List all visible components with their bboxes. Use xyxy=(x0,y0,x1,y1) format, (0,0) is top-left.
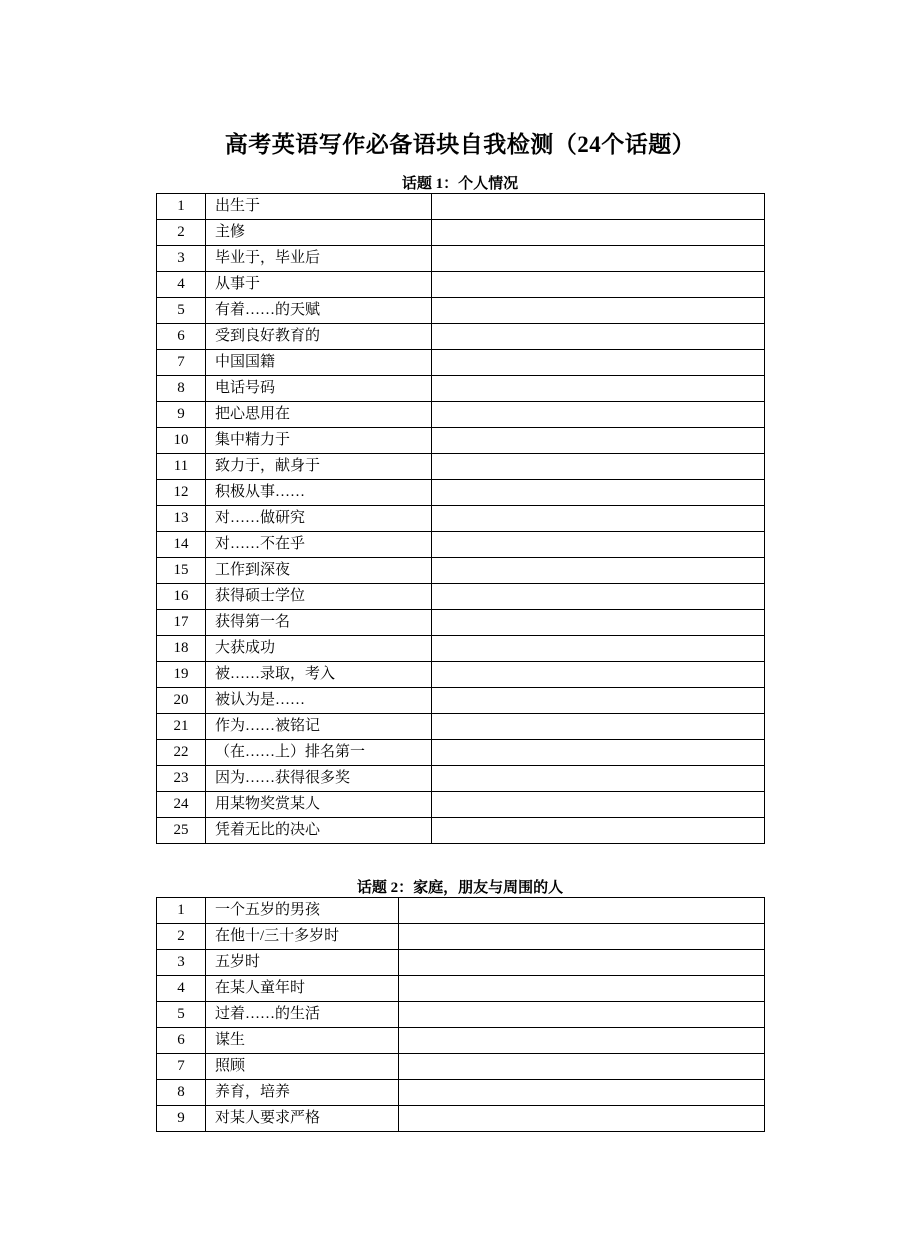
row-number: 9 xyxy=(157,1106,206,1132)
row-number: 22 xyxy=(157,740,206,766)
row-number: 5 xyxy=(157,1002,206,1028)
row-number: 1 xyxy=(157,898,206,924)
row-number: 12 xyxy=(157,480,206,506)
chinese-phrase: 对……不在乎 xyxy=(206,532,432,558)
row-number: 19 xyxy=(157,662,206,688)
answer-cell xyxy=(432,740,765,766)
chinese-phrase: 五岁时 xyxy=(206,950,399,976)
row-number: 4 xyxy=(157,976,206,1002)
row-number: 3 xyxy=(157,246,206,272)
table-row xyxy=(157,714,765,740)
chinese-phrase: 被认为是…… xyxy=(206,688,432,714)
row-number: 23 xyxy=(157,766,206,792)
answer-cell xyxy=(432,194,765,220)
topic-2-table xyxy=(156,897,765,1132)
answer-cell xyxy=(399,1002,765,1028)
row-number: 7 xyxy=(157,1054,206,1080)
answer-cell xyxy=(432,402,765,428)
table-row xyxy=(157,610,765,636)
chinese-phrase: 主修 xyxy=(206,220,432,246)
row-number: 25 xyxy=(157,818,206,844)
answer-cell xyxy=(399,1080,765,1106)
chinese-phrase: 在他十/三十多岁时 xyxy=(206,924,399,950)
chinese-phrase: 养育，培养 xyxy=(206,1080,399,1106)
chinese-phrase: 对某人要求严格 xyxy=(206,1106,399,1132)
table-row xyxy=(157,376,765,402)
chinese-phrase: 毕业于，毕业后 xyxy=(206,246,432,272)
answer-cell xyxy=(432,480,765,506)
chinese-phrase: 大获成功 xyxy=(206,636,432,662)
table-row xyxy=(157,662,765,688)
chinese-phrase: 从事于 xyxy=(206,272,432,298)
row-number: 13 xyxy=(157,506,206,532)
answer-cell xyxy=(432,324,765,350)
topic-2-heading: 话题 2：家庭，朋友与周围的人 xyxy=(356,880,564,896)
answer-cell xyxy=(432,714,765,740)
chinese-phrase: 致力于，献身于 xyxy=(206,454,432,480)
answer-cell xyxy=(432,506,765,532)
table-row xyxy=(157,898,765,924)
answer-cell xyxy=(399,1028,765,1054)
row-number: 6 xyxy=(157,324,206,350)
table-row xyxy=(157,688,765,714)
answer-cell xyxy=(432,766,765,792)
answer-cell xyxy=(432,792,765,818)
chinese-phrase: 工作到深夜 xyxy=(206,558,432,584)
chinese-phrase: 有着……的天赋 xyxy=(206,298,432,324)
chinese-phrase: 作为……被铭记 xyxy=(206,714,432,740)
answer-cell xyxy=(432,220,765,246)
answer-cell xyxy=(432,818,765,844)
row-number: 14 xyxy=(157,532,206,558)
row-number: 24 xyxy=(157,792,206,818)
table-row xyxy=(157,272,765,298)
table-row xyxy=(157,350,765,376)
table-row xyxy=(157,766,765,792)
table-row xyxy=(157,950,765,976)
chinese-phrase: 用某物奖赏某人 xyxy=(206,792,432,818)
answer-cell xyxy=(399,976,765,1002)
chinese-phrase: 因为……获得很多奖 xyxy=(206,766,432,792)
answer-cell xyxy=(432,350,765,376)
chinese-phrase: 中国国籍 xyxy=(206,350,432,376)
chinese-phrase: 一个五岁的男孩 xyxy=(206,898,399,924)
answer-cell xyxy=(399,924,765,950)
answer-cell xyxy=(432,272,765,298)
row-number: 8 xyxy=(157,1080,206,1106)
row-number: 1 xyxy=(157,194,206,220)
row-number: 17 xyxy=(157,610,206,636)
chinese-phrase: 在某人童年时 xyxy=(206,976,399,1002)
chinese-phrase: （在……上）排名第一 xyxy=(206,740,432,766)
answer-cell xyxy=(432,376,765,402)
row-number: 2 xyxy=(157,924,206,950)
table-row xyxy=(157,324,765,350)
table-row xyxy=(157,976,765,1002)
table-row xyxy=(157,532,765,558)
row-number: 18 xyxy=(157,636,206,662)
answer-cell xyxy=(432,662,765,688)
chinese-phrase: 获得第一名 xyxy=(206,610,432,636)
table-row xyxy=(157,1002,765,1028)
answer-cell xyxy=(432,584,765,610)
answer-cell xyxy=(399,1106,765,1132)
chinese-phrase: 出生于 xyxy=(206,194,432,220)
row-number: 6 xyxy=(157,1028,206,1054)
answer-cell xyxy=(432,610,765,636)
document-title: 高考英语写作必备语块自我检测（24个话题） xyxy=(224,132,696,157)
table-row xyxy=(157,1028,765,1054)
chinese-phrase: 集中精力于 xyxy=(206,428,432,454)
row-number: 8 xyxy=(157,376,206,402)
table-row xyxy=(157,740,765,766)
table-row xyxy=(157,584,765,610)
row-number: 4 xyxy=(157,272,206,298)
row-number: 5 xyxy=(157,298,206,324)
table-row xyxy=(157,792,765,818)
answer-cell xyxy=(432,298,765,324)
row-number: 20 xyxy=(157,688,206,714)
answer-cell xyxy=(432,246,765,272)
table-row xyxy=(157,818,765,844)
table-row xyxy=(157,298,765,324)
chinese-phrase: 获得硕士学位 xyxy=(206,584,432,610)
row-number: 16 xyxy=(157,584,206,610)
chinese-phrase: 电话号码 xyxy=(206,376,432,402)
row-number: 10 xyxy=(157,428,206,454)
table-row xyxy=(157,558,765,584)
answer-cell xyxy=(432,688,765,714)
table-row xyxy=(157,924,765,950)
chinese-phrase: 受到良好教育的 xyxy=(206,324,432,350)
chinese-phrase: 对……做研究 xyxy=(206,506,432,532)
topic-1-heading: 话题 1：个人情况 xyxy=(401,176,519,192)
answer-cell xyxy=(432,428,765,454)
answer-cell xyxy=(432,558,765,584)
row-number: 2 xyxy=(157,220,206,246)
answer-cell xyxy=(399,1054,765,1080)
table-row xyxy=(157,246,765,272)
row-number: 9 xyxy=(157,402,206,428)
chinese-phrase: 积极从事…… xyxy=(206,480,432,506)
table-row xyxy=(157,402,765,428)
answer-cell xyxy=(432,454,765,480)
chinese-phrase: 被……录取，考入 xyxy=(206,662,432,688)
chinese-phrase: 凭着无比的决心 xyxy=(206,818,432,844)
chinese-phrase: 把心思用在 xyxy=(206,402,432,428)
table-row xyxy=(157,428,765,454)
answer-cell xyxy=(399,950,765,976)
table-row xyxy=(157,506,765,532)
table-row xyxy=(157,1080,765,1106)
answer-cell xyxy=(432,532,765,558)
row-number: 7 xyxy=(157,350,206,376)
row-number: 3 xyxy=(157,950,206,976)
row-number: 11 xyxy=(157,454,206,480)
answer-cell xyxy=(399,898,765,924)
chinese-phrase: 过着……的生活 xyxy=(206,1002,399,1028)
table-row xyxy=(157,1054,765,1080)
chinese-phrase: 照顾 xyxy=(206,1054,399,1080)
table-row xyxy=(157,454,765,480)
table-row xyxy=(157,636,765,662)
answer-cell xyxy=(432,636,765,662)
chinese-phrase: 谋生 xyxy=(206,1028,399,1054)
table-row xyxy=(157,220,765,246)
table-row xyxy=(157,1106,765,1132)
table-row xyxy=(157,194,765,220)
table-row xyxy=(157,480,765,506)
row-number: 21 xyxy=(157,714,206,740)
row-number: 15 xyxy=(157,558,206,584)
topic-1-table xyxy=(156,193,765,844)
